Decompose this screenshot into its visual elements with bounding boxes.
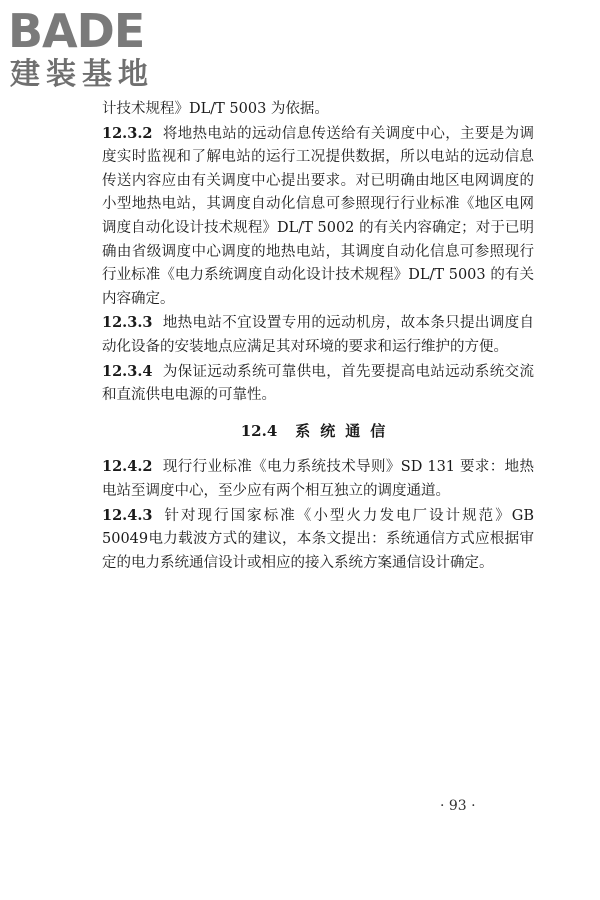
clause-text: 将地热电站的远动信息传送给有关调度中心，主要是为调度实时监视和了解电站的运行工况提供数据，所以电站的远动信息传送内容应由有关调度中心提出要求。对已明确由地区电网调度的小型地热电站，其调度自动化信息可参照现行行业标准《地区电网调度自动化设计技术规程》DL/T 5002 的有关内容确定；对于已明确由省级调度中心调度的地热电站，其调度自动化信息可参照现行行业标准《电力系统调度自动化设计技术规程》DL/T 5003 的有关内容确定。	[102, 125, 534, 307]
clause-number: 12.3.4	[102, 362, 153, 380]
clause-text: 现行行业标准《电力系统技术导则》SD 131 要求：地热电站至调度中心，至少应有两个相互独立的调度通道。	[102, 459, 534, 499]
clause-text: 针对现行国家标准《小型火力发电厂设计规范》GB 50049电力载波方式的建议，本条文提出：系统通信方式应根据审定的电力系统通信设计或相应的接入系统方案通信设计确定。	[102, 507, 534, 571]
logo-chinese-text: 建装基地	[10, 57, 154, 92]
clause-12-3-2	[102, 122, 534, 312]
paragraph-text: 计技术规程》DL/T 5003 为依据。	[102, 101, 329, 117]
clause-number: 12.4.3	[102, 506, 153, 524]
clause-text: 为保证远动系统可靠供电，首先要提高电站远动系统交流和直流供电电源的可靠性。	[102, 363, 534, 404]
section-heading	[102, 420, 534, 444]
clause-12-3-3	[102, 311, 534, 359]
clause-number: 12.4.2	[102, 458, 153, 476]
page-number: · 93 ·	[440, 798, 476, 814]
clause-number: 12.3.2	[102, 124, 153, 142]
document-body	[102, 98, 534, 575]
logo-latin-text: BADE	[8, 4, 145, 58]
paragraph-continuation	[102, 98, 534, 122]
clause-text: 地热电站不宜设置专用的远动机房，故本条只提出调度自动化设备的安装地点应满足其对环境的要求和运行维护的方便。	[102, 315, 534, 355]
section-number: 12.4	[240, 421, 278, 440]
clause-12-3-4	[102, 360, 534, 408]
section-title: 系统通信	[295, 421, 396, 440]
clause-12-4-2	[102, 455, 534, 503]
watermark-logo	[8, 6, 178, 96]
clause-number: 12.3.3	[102, 314, 153, 332]
clause-12-4-3	[102, 504, 534, 576]
